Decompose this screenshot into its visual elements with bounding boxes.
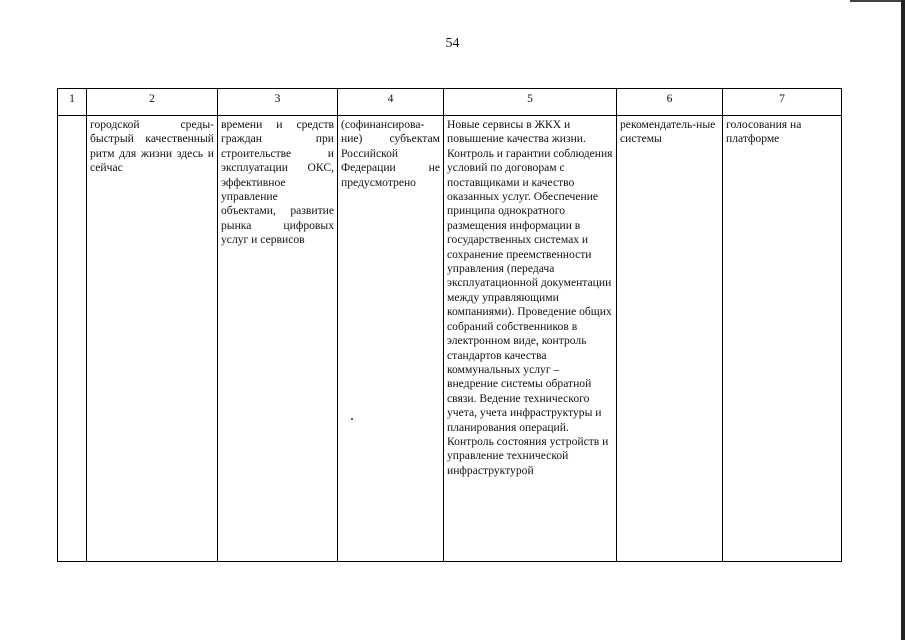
cell-col-5: Новые сервисы в ЖКХ и повышение качества жизни. Контроль и гарантии соблюдения условий по договорам с поставщиками и качество оказанных услуг. Обеспечение принципа однократного размещения информации в государственных системах и сохранение преемственности управления (передача эксплуатационной документации между управляющими компаниями). Проведение общих собраний собственников в электронном виде, контроль стандартов качества коммунальных услуг – внедрение системы обратной связи. Ведение технического учета, учета инфраструктуры и планирования операций. Контроль состояния устройств и управление технической инфраструктурой — [444, 116, 617, 562]
header-col-5: 5 — [444, 89, 617, 116]
scan-edge-right — [901, 0, 905, 640]
page-number: 54 — [445, 36, 460, 51]
header-col-4: 4 — [338, 89, 444, 116]
table-row — [58, 116, 842, 562]
header-col-1: 1 — [58, 89, 87, 116]
header-col-6: 6 — [617, 89, 723, 116]
table-header-row — [58, 89, 842, 116]
cell-col-2: городской среды-быстрый качественный ритм для жизни здесь и сейчас — [87, 116, 218, 562]
scan-speck — [351, 418, 353, 420]
cell-col-1 — [58, 116, 87, 562]
header-col-7: 7 — [723, 89, 842, 116]
header-col-3: 3 — [218, 89, 338, 116]
header-col-2: 2 — [87, 89, 218, 116]
cell-col-3: времени и средств граждан при строительстве и эксплуатации ОКС, эффективное управление объектами, развитие рынка цифровых услуг и сервисов — [218, 116, 338, 562]
scan-edge-top — [850, 0, 905, 2]
cell-col-7: голосования на платформе — [723, 116, 842, 562]
cell-col-6: рекомендатель-ные системы — [617, 116, 723, 562]
document-table — [57, 88, 842, 562]
cell-col-4: (софинансирова-ние) субъектам Российской Федерации не предусмотрено — [338, 116, 444, 562]
